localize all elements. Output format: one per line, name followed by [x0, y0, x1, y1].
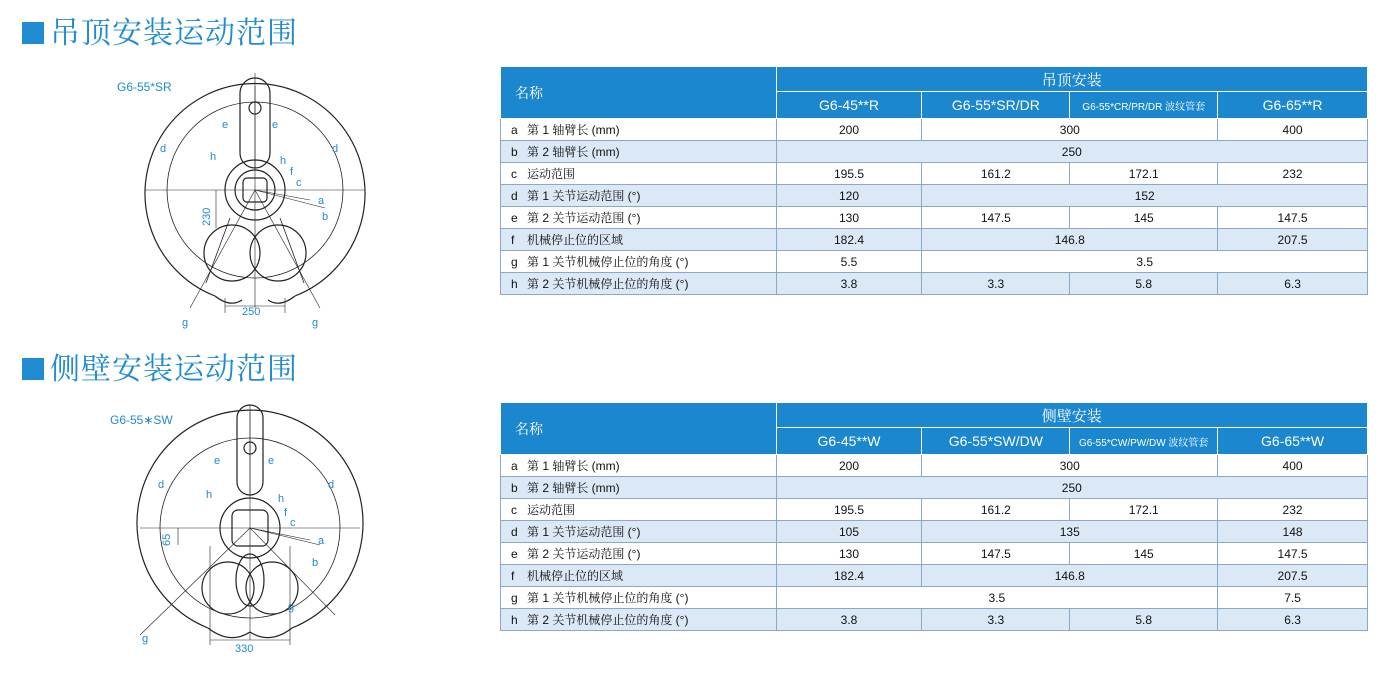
ceiling-label-e-right: e — [272, 119, 279, 131]
row-name-cell — [501, 565, 777, 587]
ceiling-group-header: 吊顶安装 — [776, 67, 1367, 92]
row-name: 第 2 关节运动范围 (°) — [527, 211, 641, 225]
row-name-cell — [501, 587, 777, 609]
ceiling-model-label: G6-55*SR — [117, 80, 172, 94]
row-key: e — [511, 211, 518, 225]
row-key: h — [511, 277, 518, 291]
row-name-cell — [501, 163, 777, 185]
wall-label-b: b — [312, 557, 319, 569]
value-cell: 182.4 — [776, 229, 922, 251]
row-key: a — [511, 123, 518, 137]
wall-model-label: G6-55∗SW — [110, 413, 173, 427]
value-cell: 5.8 — [1070, 609, 1218, 631]
value-cell: 152 — [922, 185, 1368, 207]
value-cell: 161.2 — [922, 499, 1070, 521]
square-bullet-icon — [22, 22, 44, 44]
wall-table-body — [501, 455, 1368, 631]
row-key: f — [511, 569, 515, 583]
row-name: 机械停止位的区域 — [527, 233, 624, 247]
ceiling-motion-range-diagram — [130, 68, 380, 333]
wall-name-header: 名称 — [501, 403, 777, 455]
row-name: 第 2 轴臂长 (mm) — [527, 145, 620, 159]
row-name-cell — [501, 185, 777, 207]
wall-col-header: G6-55*SW/DW — [922, 428, 1070, 455]
row-name-cell — [501, 609, 777, 631]
value-cell: 250 — [776, 477, 1367, 499]
wall-label-g-left: g — [142, 633, 149, 645]
value-cell: 182.4 — [776, 565, 922, 587]
row-name: 第 2 关节机械停止位的角度 (°) — [527, 277, 689, 291]
row-name-cell — [501, 229, 777, 251]
wall-label-g-right: g — [288, 601, 295, 613]
ceiling-name-header: 名称 — [501, 67, 777, 119]
table-row — [501, 477, 1368, 499]
row-name: 第 2 轴臂长 (mm) — [527, 481, 620, 495]
row-name: 第 1 关节机械停止位的角度 (°) — [527, 255, 689, 269]
table-row — [501, 455, 1368, 477]
wall-spec-table — [500, 402, 1368, 631]
value-cell: 6.3 — [1218, 609, 1368, 631]
value-cell: 145 — [1070, 207, 1218, 229]
wall-motion-range-diagram — [120, 400, 380, 660]
table-row — [501, 565, 1368, 587]
table-row — [501, 543, 1368, 565]
value-cell: 5.8 — [1070, 273, 1218, 295]
wall-label-h-left: h — [206, 489, 213, 501]
ceiling-label-a: a — [318, 195, 325, 207]
value-cell: 148 — [1218, 521, 1368, 543]
value-cell: 6.3 — [1218, 273, 1368, 295]
ceiling-table-body — [501, 119, 1368, 295]
row-name-cell — [501, 251, 777, 273]
ceiling-col-header: G6-65**R — [1218, 92, 1368, 119]
row-name: 第 1 关节机械停止位的角度 (°) — [527, 591, 689, 605]
wall-label-f: f — [284, 507, 288, 519]
row-name: 第 1 关节运动范围 (°) — [527, 189, 641, 203]
row-key: b — [511, 481, 518, 495]
value-cell: 7.5 — [1218, 587, 1368, 609]
value-cell: 3.8 — [776, 273, 922, 295]
value-cell: 146.8 — [922, 229, 1218, 251]
wall-col-header: G6-65**W — [1218, 428, 1368, 455]
value-cell: 207.5 — [1218, 229, 1368, 251]
table-row — [501, 229, 1368, 251]
row-name-cell — [501, 455, 777, 477]
row-name: 运动范围 — [527, 167, 576, 181]
value-cell: 147.5 — [922, 543, 1070, 565]
wall-label-c: c — [290, 517, 296, 529]
value-cell: 3.3 — [922, 609, 1070, 631]
row-name-cell — [501, 141, 777, 163]
row-name: 第 2 关节机械停止位的角度 (°) — [527, 613, 689, 627]
wall-label-e-right: e — [268, 455, 275, 467]
wall-label-a: a — [318, 535, 325, 547]
ceiling-label-h-right: h — [280, 155, 287, 167]
table-row — [501, 163, 1368, 185]
ceiling-label-b: b — [322, 211, 329, 223]
row-name-cell — [501, 119, 777, 141]
table-row — [501, 185, 1368, 207]
wall-col-header: G6-45**W — [776, 428, 922, 455]
row-name: 第 1 关节运动范围 (°) — [527, 525, 641, 539]
value-cell: 300 — [922, 119, 1218, 141]
wall-label-h-right: h — [278, 493, 285, 505]
wall-dim-horizontal: 330 — [235, 643, 254, 655]
ceiling-label-g-left: g — [182, 317, 189, 329]
value-cell: 147.5 — [1218, 543, 1368, 565]
ceiling-label-c: c — [296, 177, 302, 189]
value-cell: 147.5 — [1218, 207, 1368, 229]
table-row — [501, 141, 1368, 163]
value-cell: 147.5 — [922, 207, 1070, 229]
row-name: 第 1 轴臂长 (mm) — [527, 123, 620, 137]
value-cell: 3.8 — [776, 609, 922, 631]
value-cell: 200 — [776, 455, 922, 477]
value-cell: 130 — [776, 543, 922, 565]
row-key: c — [511, 167, 517, 181]
value-cell: 400 — [1218, 455, 1368, 477]
wall-label-d-right: d — [328, 479, 335, 491]
ceiling-dim-horizontal: 250 — [242, 306, 261, 318]
value-cell: 161.2 — [922, 163, 1070, 185]
value-cell: 172.1 — [1070, 163, 1218, 185]
value-cell: 195.5 — [776, 499, 922, 521]
square-bullet-icon — [22, 358, 44, 380]
row-key: g — [511, 255, 518, 269]
row-name: 第 1 轴臂长 (mm) — [527, 459, 620, 473]
table-row — [501, 273, 1368, 295]
row-name-cell — [501, 273, 777, 295]
row-key: b — [511, 145, 518, 159]
ceiling-label-e-left: e — [222, 119, 229, 131]
value-cell: 5.5 — [776, 251, 922, 273]
ceiling-col-header: G6-55*SR/DR — [922, 92, 1070, 119]
value-cell: 400 — [1218, 119, 1368, 141]
value-cell: 250 — [776, 141, 1367, 163]
value-cell: 232 — [1218, 499, 1368, 521]
ceiling-col-header: G6-45**R — [776, 92, 922, 119]
ceiling-label-h-left: h — [210, 151, 217, 163]
table-row — [501, 119, 1368, 141]
wall-label-e-left: e — [214, 455, 221, 467]
ceiling-label-d-left: d — [160, 143, 167, 155]
value-cell: 300 — [922, 455, 1218, 477]
row-key: g — [511, 591, 518, 605]
ceiling-col-header: G6-55*CR/PR/DR 波纹管套 — [1070, 92, 1218, 119]
ceiling-label-f: f — [290, 166, 294, 178]
wall-section-title: 侧壁安装运动范围 — [22, 344, 298, 388]
ceiling-dim-vertical: 230 — [201, 207, 213, 226]
row-name-cell — [501, 499, 777, 521]
ceiling-section-title: 吊顶安装运动范围 — [22, 8, 298, 52]
value-cell: 207.5 — [1218, 565, 1368, 587]
value-cell: 172.1 — [1070, 499, 1218, 521]
value-cell: 105 — [776, 521, 922, 543]
row-name: 运动范围 — [527, 503, 576, 517]
row-name: 机械停止位的区域 — [527, 569, 624, 583]
ceiling-label-d-right: d — [332, 143, 339, 155]
row-name-cell — [501, 207, 777, 229]
row-key: c — [511, 503, 517, 517]
row-name-cell — [501, 521, 777, 543]
value-cell: 200 — [776, 119, 922, 141]
row-key: d — [511, 525, 518, 539]
row-key: d — [511, 189, 518, 203]
table-row — [501, 521, 1368, 543]
value-cell: 135 — [922, 521, 1218, 543]
ceiling-label-g-right: g — [312, 317, 319, 329]
value-cell: 3.3 — [922, 273, 1070, 295]
value-cell: 3.5 — [776, 587, 1218, 609]
table-row — [501, 251, 1368, 273]
row-key: h — [511, 613, 518, 627]
wall-group-header: 侧壁安装 — [776, 403, 1367, 428]
ceiling-spec-table — [500, 66, 1368, 295]
row-key: f — [511, 233, 515, 247]
table-row — [501, 587, 1368, 609]
row-name-cell — [501, 477, 777, 499]
table-row — [501, 609, 1368, 631]
row-key: a — [511, 459, 518, 473]
wall-dim-vertical: 65 — [161, 533, 173, 546]
value-cell: 3.5 — [922, 251, 1368, 273]
row-name: 第 2 关节运动范围 (°) — [527, 547, 641, 561]
value-cell: 120 — [776, 185, 922, 207]
value-cell: 146.8 — [922, 565, 1218, 587]
wall-col-header: G6-55*CW/PW/DW 波纹管套 — [1070, 428, 1218, 455]
table-row — [501, 499, 1368, 521]
table-row — [501, 207, 1368, 229]
value-cell: 195.5 — [776, 163, 922, 185]
value-cell: 232 — [1218, 163, 1368, 185]
value-cell: 130 — [776, 207, 922, 229]
value-cell: 145 — [1070, 543, 1218, 565]
wall-label-d-left: d — [158, 479, 165, 491]
row-name-cell — [501, 543, 777, 565]
row-key: e — [511, 547, 518, 561]
